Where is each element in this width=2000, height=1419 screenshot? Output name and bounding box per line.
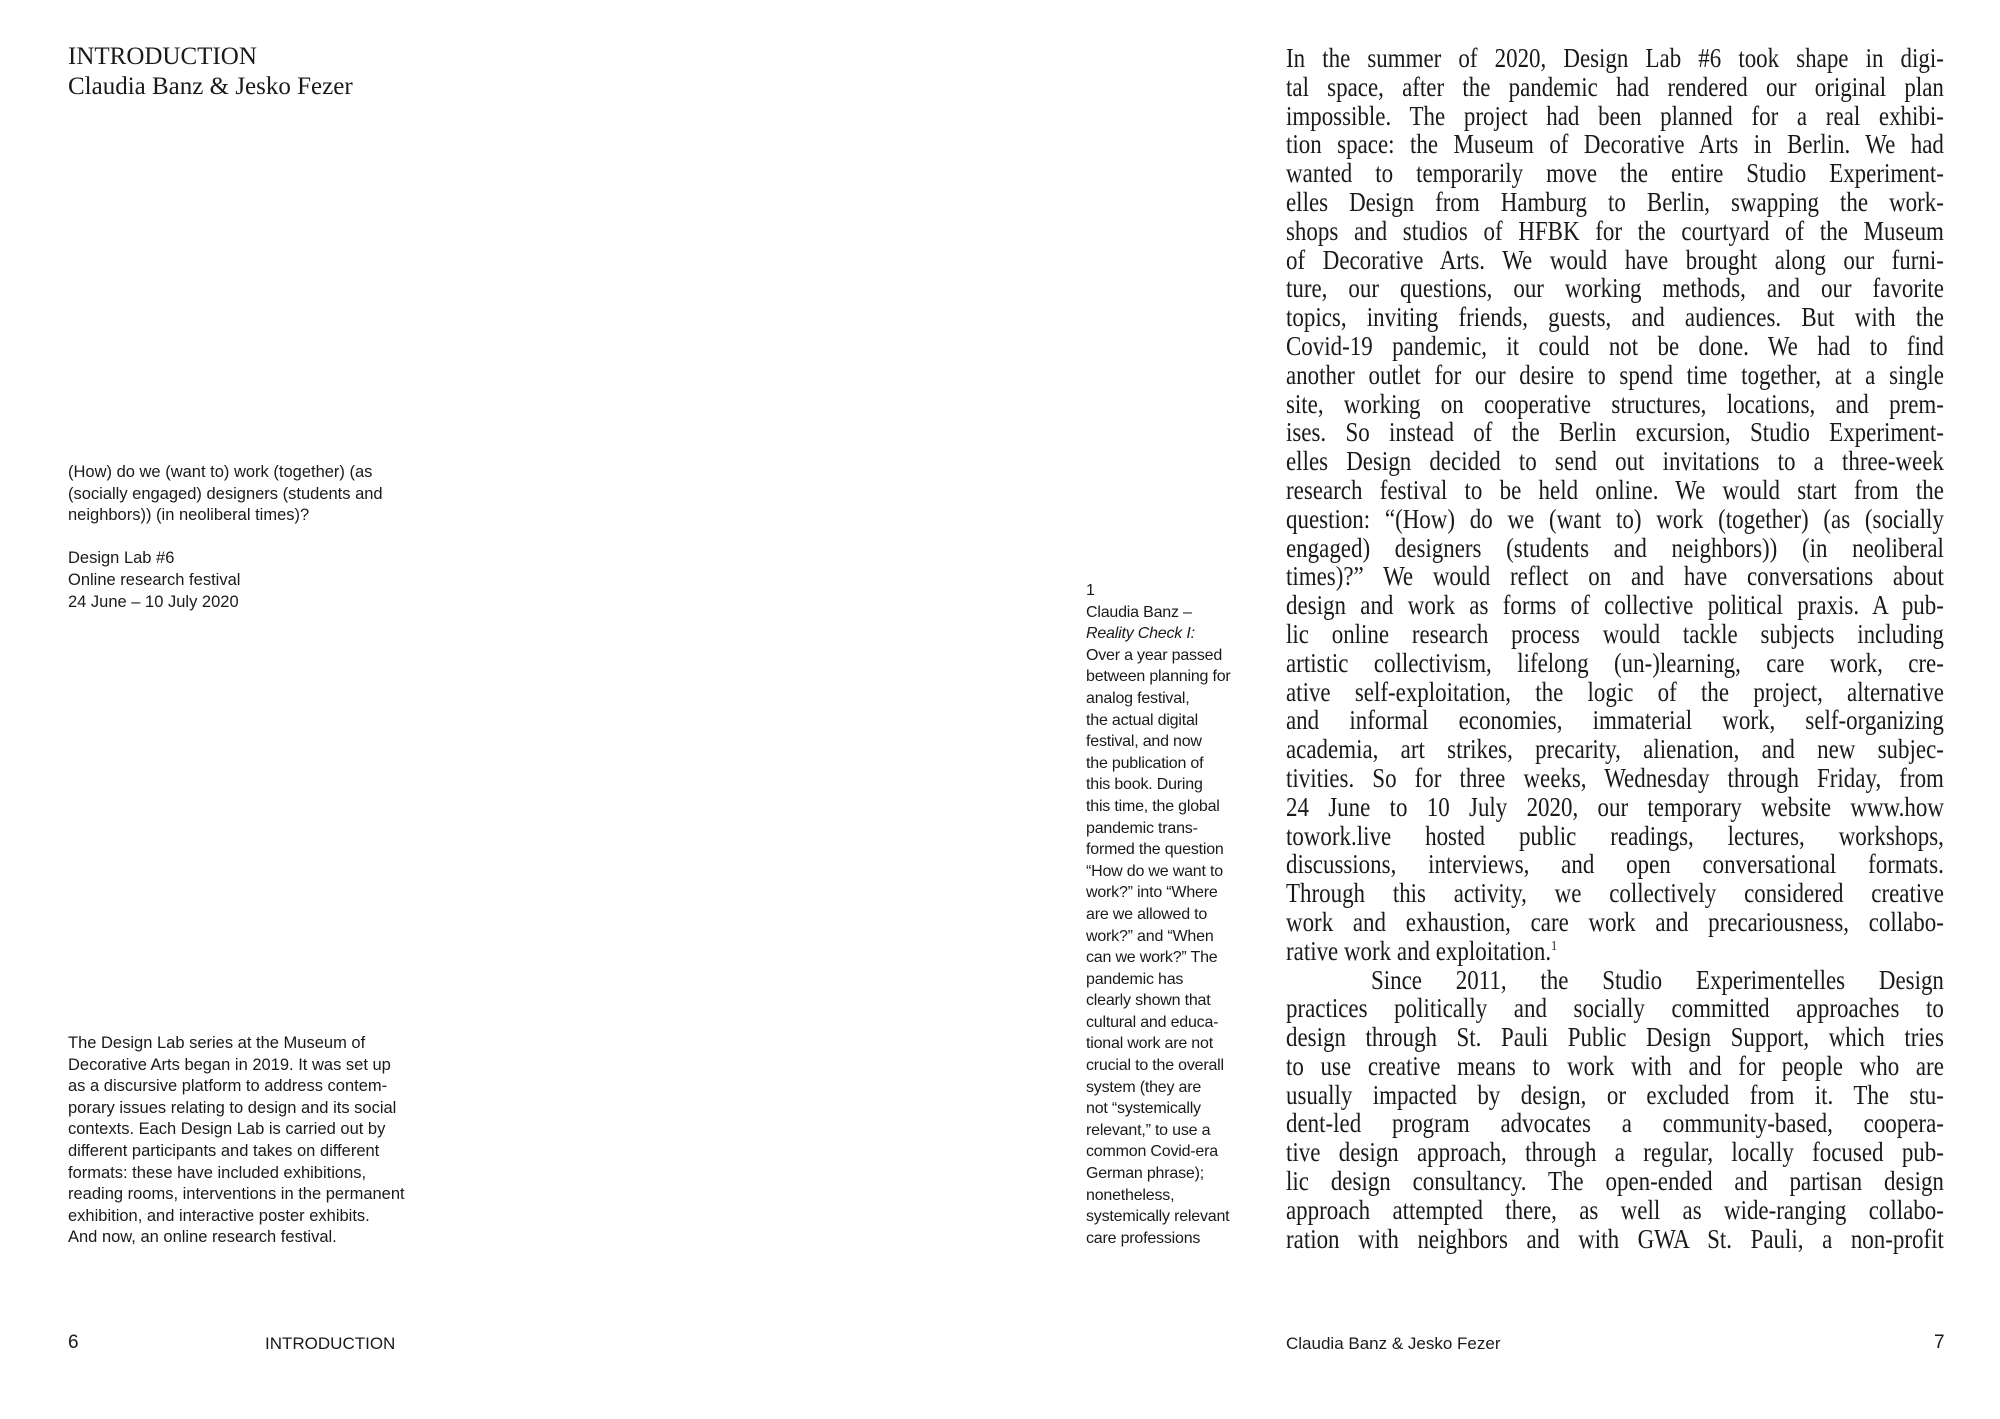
text-line: Design Lab #6 [68,549,175,568]
text-line: this book. During [1086,776,1203,794]
chapter-authors: Claudia Banz & Jesko Fezer [68,73,353,100]
text-line: the actual digital [1086,711,1199,729]
text-line: pandemic trans- [1086,819,1198,837]
footnote-body [1086,645,1231,1250]
text-line: to use creative means to work with and for people who are [1286,1050,1944,1081]
text-line: this time, the global [1086,797,1220,815]
text-line: clearly shown that [1086,992,1211,1010]
text-line: relevant,” to use a [1086,1121,1211,1139]
text-line: In the summer of 2020, Design Lab #6 took shape in digi- [1286,43,1944,73]
footnote-title: Reality Check I: [1086,625,1195,643]
text-line-content: rative work and exploitation. [1286,935,1552,966]
text-line: systemically relevant [1086,1208,1230,1226]
text-line: engaged) designers (students and neighbors)) (in neoliberal [1286,532,1944,563]
text-line: practices politically and socially committed approaches to [1286,993,1944,1024]
text-line: formed the question [1086,841,1224,859]
text-line: different participants and takes on different [68,1141,380,1160]
chapter-title: INTRODUCTION [68,43,257,70]
text-line: elles Design from Hamburg to Berlin, swapping the work- [1286,186,1944,217]
question-block [68,462,383,613]
paragraph-1 [1286,44,1944,937]
text-line: topics, inviting friends, guests, and audiences. But with the [1286,302,1944,333]
text-line: reading rooms, interventions in the permanent [68,1185,405,1204]
page-number-right: 7 [1934,1332,1945,1353]
text-line: formats: these have included exhibitions, [68,1163,367,1182]
text-line: are we allowed to [1086,905,1208,923]
text-line: tive design approach, through a regular, locally focused pub- [1286,1137,1944,1168]
text-line: not “systemically [1086,1100,1201,1118]
footnote-number: 1 [1086,582,1095,599]
text-line: site, working on cooperative structures, locations, and prem- [1286,388,1944,419]
text-line: tional work are not [1086,1035,1213,1053]
text-line: design and work as forms of collective political praxis. A pub- [1286,590,1944,621]
text-line: neighbors)) (in neoliberal times)? [68,506,310,525]
text-line [68,527,383,549]
text-line: research festival to be held online. We would start from the [1286,474,1944,505]
text-line: Through this activity, we collectively considered creative [1286,878,1944,909]
text-line: tivities. So for three weeks, Wednesday through Friday, from [1286,762,1944,793]
design-lab-series-block [68,1033,405,1249]
text-line: 24 June to 10 July 2020, our temporary website www.how [1286,791,1944,822]
page-number-left: 6 [68,1332,79,1353]
text-line: ture, our questions, our working methods, and our favorite [1286,273,1944,304]
text-line: The Design Lab series at the Museum of [68,1034,366,1052]
running-head-right: Claudia Banz & Jesko Fezer [1286,1334,1501,1353]
text-line: of Decorative Arts. We would have brought along our furni- [1286,244,1944,275]
text-line: ative self-exploitation, the logic of the project, alternative [1286,676,1944,707]
chapter-header [68,42,353,102]
text-line: towork.live hosted public readings, lectures, workshops, [1286,820,1944,851]
text-line: Covid-19 pandemic, it could not be done. We had to find [1286,330,1944,361]
text-line: can we work?” The [1086,949,1218,967]
text-line: ises. So instead of the Berlin excursion, Studio Experiment- [1286,417,1944,448]
text-line: another outlet for our desire to spend time together, at a single [1286,359,1944,390]
running-head-left: INTRODUCTION [265,1334,396,1353]
text-line: And now, an online research festival. [68,1228,337,1247]
text-line: crucial to the overall [1086,1057,1224,1075]
text-line: Decorative Arts began in 2019. It was set up [68,1055,391,1074]
text-line: German phrase); [1086,1165,1204,1183]
body-text [1286,44,1944,1253]
text-line: ration with neighbors and with GWA St. Pauli, a non-profit [1286,1223,1944,1254]
text-line: usually impacted by design, or excluded from it. The stu- [1286,1079,1944,1110]
text-line: dent-led program advocates a community-based, coopera- [1286,1108,1944,1139]
text-line: elles Design decided to send out invitations to a three-week [1286,446,1944,477]
text-line: discussions, interviews, and open conversational formats. [1286,849,1944,880]
text-line [1286,937,1944,966]
text-line: Over a year passed [1086,646,1223,664]
footnote-reference[interactable]: 1 [1551,938,1558,954]
text-line: system (they are [1086,1078,1202,1096]
footnote-author: Claudia Banz – [1086,603,1192,621]
text-line: lic online research process would tackle subjects including [1286,618,1944,649]
text-line: 24 June – 10 July 2020 [68,592,239,611]
text-line: question: “(How) do we (want to) work (together) (as (socially [1286,503,1944,534]
text-line: tal space, after the pandemic had rendered our original plan [1286,71,1944,102]
text-line: pandemic has [1086,970,1184,988]
text-line: cultural and educa- [1086,1013,1219,1031]
text-line: design through St. Pauli Public Design Support, which tries [1286,1022,1944,1053]
text-line: approach attempted there, as well as wide-ranging collabo- [1286,1194,1944,1225]
text-line: as a discursive platform to address contem- [68,1077,388,1096]
text-line: the publication of [1086,754,1204,772]
text-line: work?” into “Where [1086,884,1218,902]
sidenote-1 [1086,580,1231,1249]
text-line: between planning for [1086,668,1231,686]
text-line: work?” and “When [1086,927,1214,945]
text-line: shops and studios of HFBK for the courtyard of the Museum [1286,215,1944,246]
text-line: festival, and now [1086,733,1202,751]
text-line: Since 2011, the Studio Experimentelles Design [1371,964,1944,995]
text-line: (How) do we (want to) work (together) (as [68,463,373,481]
text-line: wanted to temporarily move the entire Studio Experiment- [1286,158,1944,189]
text-line: lic design consultancy. The open-ended and partisan design [1286,1166,1944,1197]
paragraph-2 [1286,966,1944,1254]
text-line: analog festival, [1086,689,1190,707]
text-line: nonetheless, [1086,1186,1175,1204]
text-line: tion space: the Museum of Decorative Arts in Berlin. We had [1286,129,1944,160]
text-line: and informal economies, immaterial work, self-organizing [1286,705,1944,736]
text-line: academia, art strikes, precarity, alienation, and new subjec- [1286,734,1944,765]
text-line: “How do we want to [1086,862,1223,880]
text-line: Online research festival [68,570,241,589]
text-line: exhibition, and interactive poster exhibits. [68,1206,370,1225]
text-line: times)?” We would reflect on and have conversations about [1286,561,1944,592]
text-line: impossible. The project had been planned for a real exhibi- [1286,100,1944,131]
text-line: care professions [1086,1229,1201,1247]
text-line: common Covid-era [1086,1143,1218,1161]
text-line: porary issues relating to design and its social [68,1098,397,1117]
text-line: contexts. Each Design Lab is carried out by [68,1120,386,1139]
text-line: artistic collectivism, lifelong (un-)learning, care work, cre- [1286,647,1944,678]
text-line: work and exhaustion, care work and precariousness, collabo- [1286,906,1944,937]
text-line: (socially engaged) designers (students and [68,484,383,503]
